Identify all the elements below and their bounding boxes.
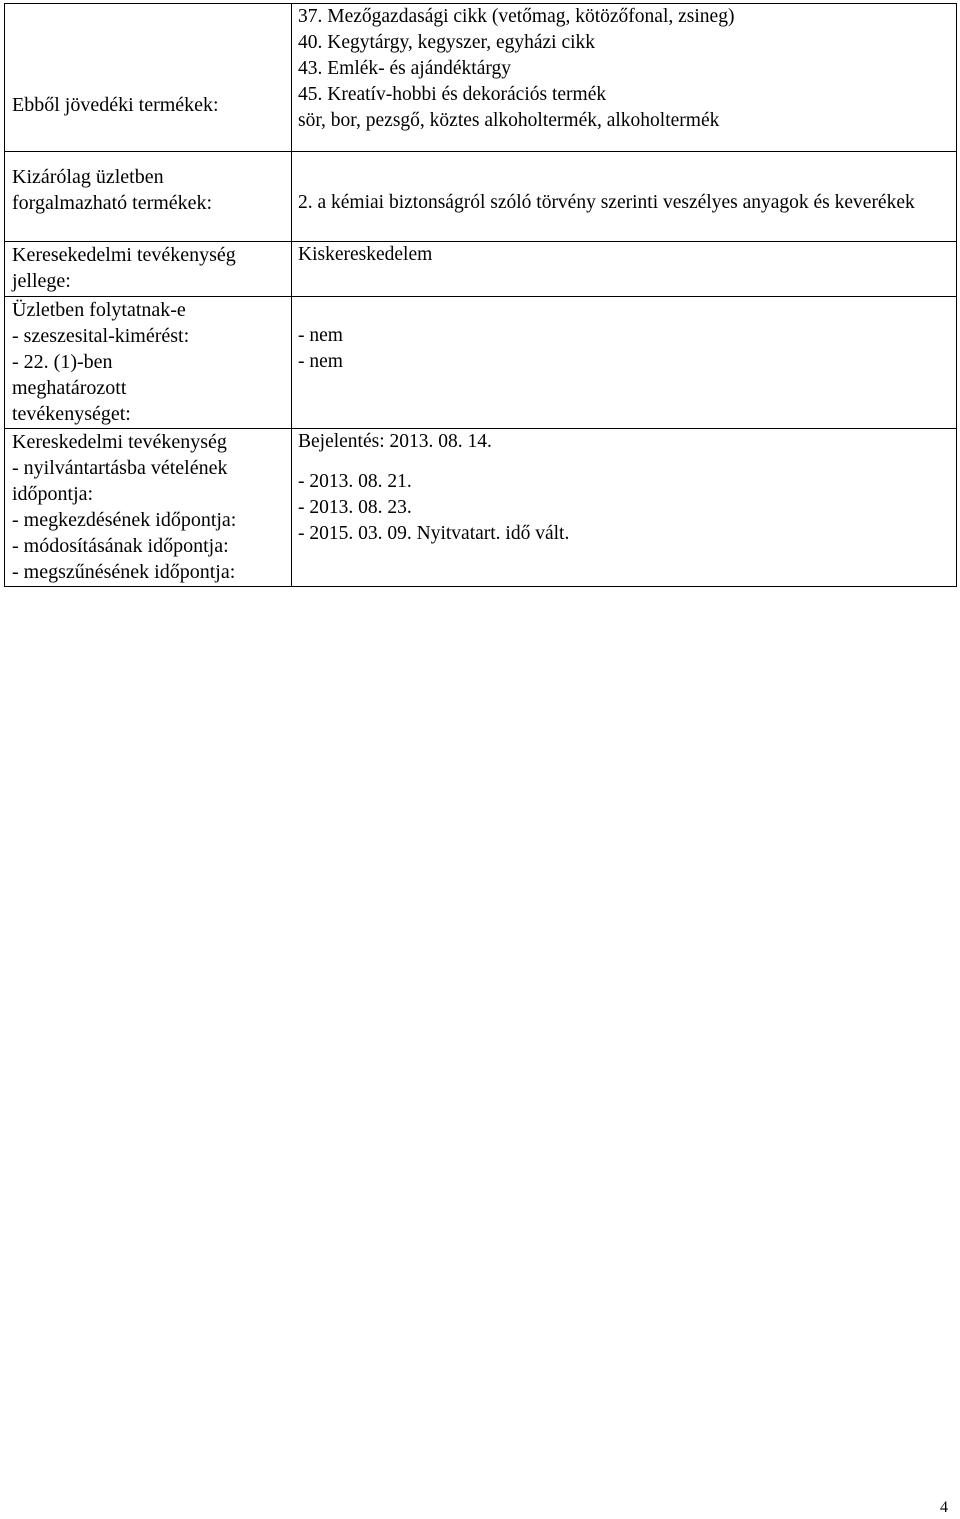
activity-nature-label: Keresekedelmi tevékenység jellege: — [12, 244, 236, 292]
start-date-value: - 2013. 08. 21. — [298, 471, 412, 492]
product-item-43: 43. Emlék- és ajándéktárgy — [298, 58, 511, 79]
alcohol-serving-value: - nem — [298, 325, 343, 346]
activities-label-line4: meghatározott — [12, 377, 127, 399]
dates-label-cell — [5, 429, 292, 587]
store-only-label-line2: forgalmazható termékek: — [12, 192, 213, 214]
store-only-value: 2. a kémiai biztonságról szóló törvény szerinti veszélyes anyagok és keverékek — [298, 192, 915, 213]
activities-row — [5, 297, 957, 429]
registration-date-value: Bejelentés: 2013. 08. 14. — [298, 431, 492, 452]
dates-value-cell — [292, 429, 957, 587]
page-number: 4 — [940, 1499, 948, 1516]
activities-label-line5: tevékenységet: — [12, 403, 131, 425]
store-only-row — [5, 152, 957, 242]
store-only-value-cell — [292, 152, 957, 242]
dates-label-line1: Kereskedelmi tevékenység — [12, 431, 227, 453]
dates-row — [5, 429, 957, 587]
termination-date-label: - megszűnésének időpontja: — [12, 561, 236, 583]
activity-nature-value: Kiskereskedelem — [298, 244, 433, 265]
excise-label-cell — [5, 4, 292, 152]
activity-nature-row — [5, 242, 957, 297]
activities-value-cell — [292, 297, 957, 429]
product-item-40: 40. Kegytárgy, kegyszer, egyházi cikk — [298, 32, 596, 53]
modification-date-value-2: - 2015. 03. 09. Nyitvatart. idő vált. — [298, 523, 570, 544]
products-value-cell — [292, 4, 957, 152]
registration-date-label: - nyilvántartásba vételének — [12, 457, 228, 479]
modification-date-value: - 2013. 08. 23. — [298, 497, 412, 518]
registration-date-label-cont: időpontja: — [12, 483, 94, 505]
activity-nature-value-cell — [292, 242, 957, 297]
products-row — [5, 4, 957, 152]
activity-nature-label-cell — [5, 242, 292, 297]
shop-details-table — [4, 3, 957, 587]
activities-label-line1: Üzletben folytatnak-e — [12, 299, 186, 321]
activities-label-line2: - szeszesital-kimérést: — [12, 325, 190, 347]
modification-date-label: - módosításának időpontja: — [12, 535, 229, 557]
product-item-37: 37. Mezőgazdasági cikk (vetőmag, kötözőfonal, zsineg) — [298, 6, 735, 27]
excise-products-label: Ebből jövedéki termékek: — [12, 94, 219, 116]
section-22-activity-value: - nem — [298, 351, 343, 372]
activities-label-line3: - 22. (1)-ben — [12, 351, 113, 373]
product-item-45: 45. Kreatív-hobbi és dekorációs termék — [298, 84, 607, 105]
activities-label-cell — [5, 297, 292, 429]
store-only-label-cell — [5, 152, 292, 242]
start-date-label: - megkezdésének időpontja: — [12, 509, 237, 531]
excise-products-value: sör, bor, pezsgő, köztes alkoholtermék, alkoholtermék — [298, 110, 720, 131]
store-only-label-line1: Kizárólag üzletben — [12, 166, 164, 188]
